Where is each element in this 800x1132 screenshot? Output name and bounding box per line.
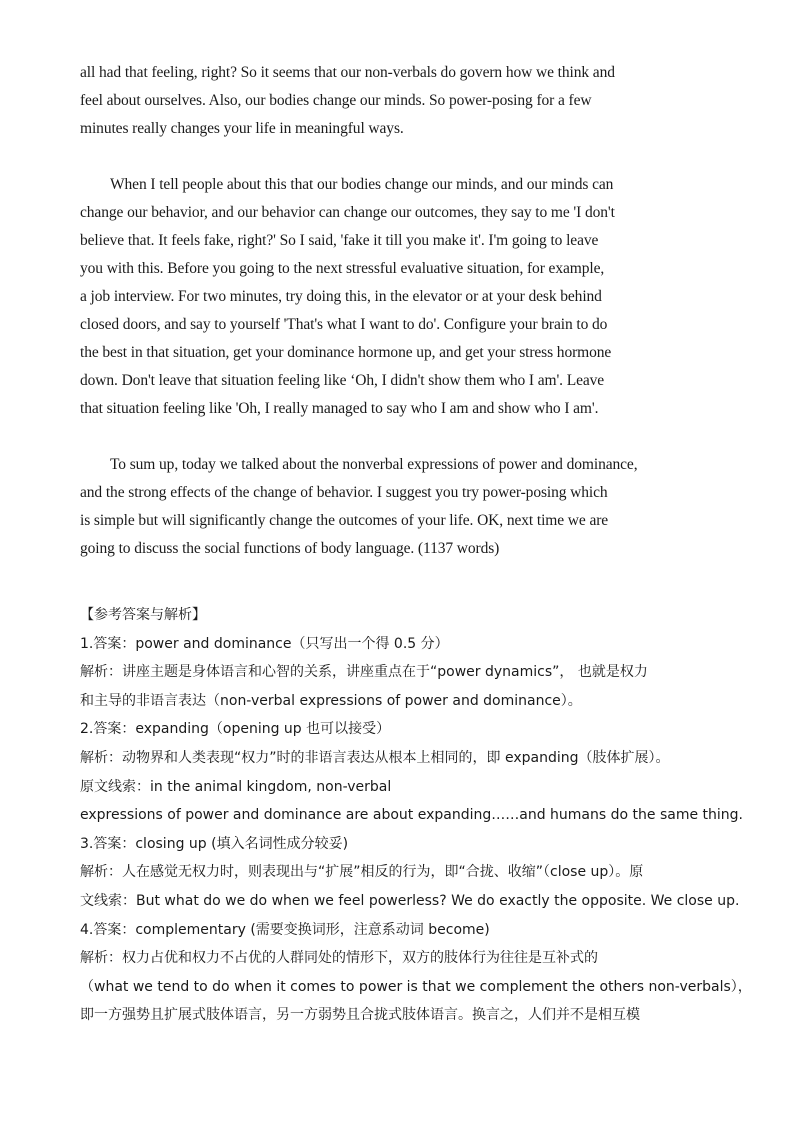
- text-line: down. Don't leave that situation feeling like ‘Oh, I didn't show them who I am'. Leave: [80, 372, 605, 389]
- answer-line: 即一方强势且扩展式肢体语言，另一方弱势且合拢式肢体语言。换言之，人们并不是相互模: [80, 1007, 640, 1024]
- text-line: the best in that situation, get your dominance hormone up, and get your stress hormone: [80, 344, 612, 361]
- text-line: believe that. It feels fake, right?' So I said, 'fake it till you make it'. I'm going to leave: [80, 232, 599, 249]
- paragraph-conclusion-effects: [80, 59, 680, 143]
- text-line: going to discuss the social functions of body language. (1137 words): [80, 540, 500, 557]
- text-line: you with this. Before you going to the next stressful evaluative situation, for example,: [80, 260, 605, 277]
- answer-line: 原文线索：in the animal kingdom, non-verbal: [80, 778, 392, 795]
- answer-line: 1.答案：power and dominance（只写出一个得 0.5 分）: [80, 635, 449, 652]
- text-line: minutes really changes your life in meaningful ways.: [80, 120, 404, 137]
- text-line: and the strong effects of the change of behavior. I suggest you try power-posing which: [80, 484, 608, 501]
- text-line: When I tell people about this that our bodies change our minds, and our minds can: [110, 176, 614, 193]
- answer-line: 解析：人在感觉无权力时，则表现出与“扩展”相反的行为，即“合拢、收缩”（close up）。原: [80, 864, 644, 881]
- text-line: that situation feeling like 'Oh, I really managed to say who I am and show who I am'.: [80, 400, 599, 417]
- answer-line: 和主导的非语言表达（non-verbal expressions of power and dominance）。: [80, 692, 582, 709]
- text-line: feel about ourselves. Also, our bodies change our minds. So power-posing for a few: [80, 92, 592, 109]
- paragraph-summary: [80, 451, 680, 563]
- answer-line: 解析：讲座主题是身体语言和心智的关系，讲座重点在于“power dynamics”， 也就是权力: [80, 664, 648, 681]
- answer-line: 文线索：But what do we do when we feel powerless? We do exactly the opposite. We close up.: [80, 892, 740, 909]
- answer-line: 解析：动物界和人类表现“权力”时的非语言表达从根本上相同的，即 expanding（肢体扩展）。: [80, 749, 670, 766]
- text-line: a job interview. For two minutes, try doing this, in the elevator or at your desk behind: [80, 288, 602, 305]
- text-line: is simple but will significantly change the outcomes of your life. OK, next time we are: [80, 512, 609, 529]
- answer-line: 4.答案：complementary (需要变换词形，注意系动词 become): [80, 921, 490, 938]
- answer-line: 解析：权力占优和权力不占优的人群同处的情形下，双方的肢体行为往往是互补式的: [80, 950, 598, 967]
- section-heading: 【参考答案与解析】: [80, 607, 206, 623]
- text-line: closed doors, and say to yourself 'That's what I want to do'. Configure your brain to do: [80, 316, 608, 333]
- answer-line: 3.答案：closing up (填入名词性成分较妥): [80, 835, 349, 852]
- answer-line: 2.答案：expanding（opening up 也可以接受）: [80, 721, 391, 738]
- answer-section: [80, 601, 752, 1030]
- text-line: To sum up, today we talked about the nonverbal expressions of power and dominance,: [110, 456, 638, 473]
- text-line: change our behavior, and our behavior can change our outcomes, they say to me 'I don't: [80, 204, 615, 221]
- paragraph-fake-it: [80, 171, 680, 423]
- answer-line: （what we tend to do when it comes to power is that we complement the others non-verbals），: [80, 978, 752, 995]
- text-line: all had that feeling, right? So it seems that our non-verbals do govern how we think and: [80, 64, 615, 81]
- answer-line: expressions of power and dominance are about expanding……and humans do the same thing.: [80, 807, 743, 824]
